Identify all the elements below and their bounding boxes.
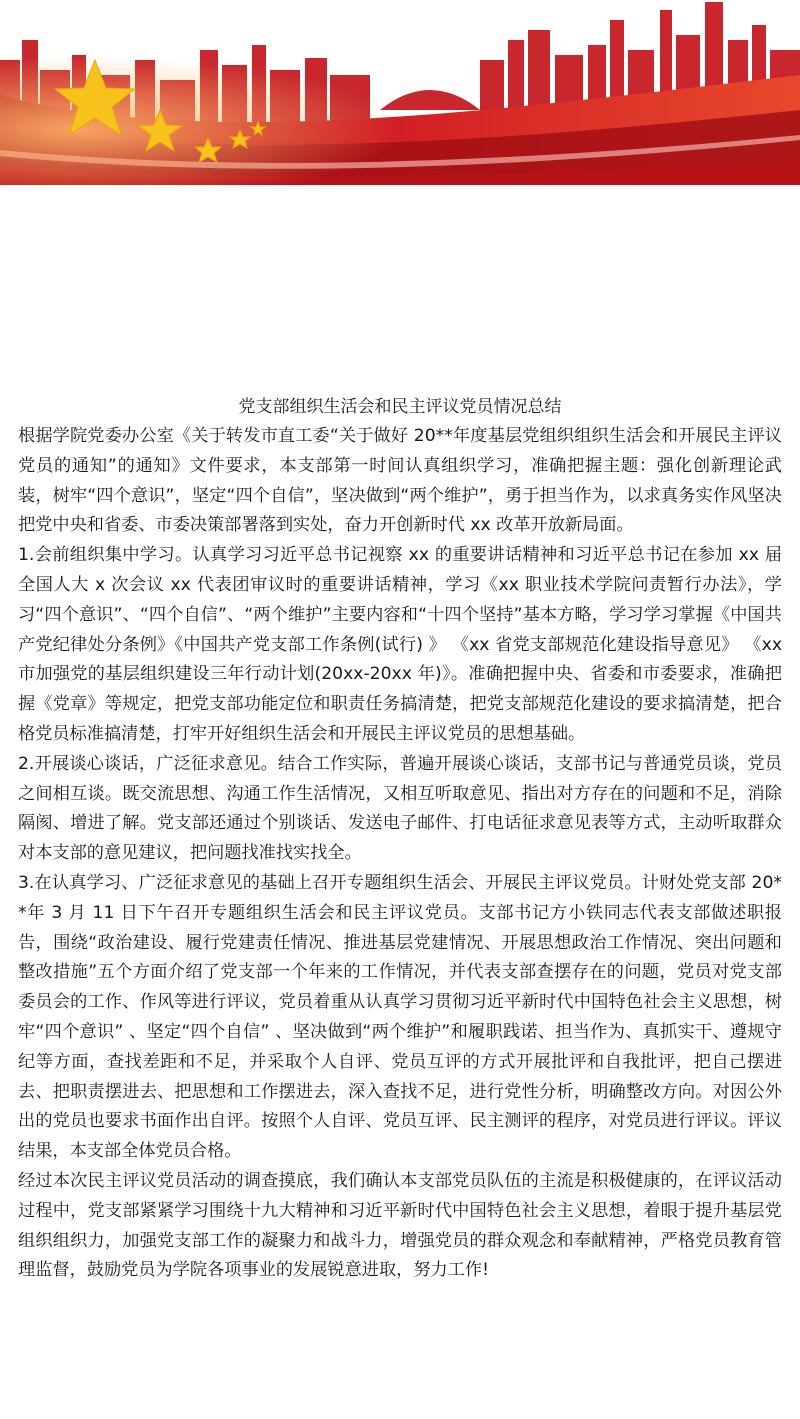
city-skyline-graphic bbox=[0, 0, 800, 185]
paragraph-meeting: 3.在认真学习、广泛征求意见的基础上召开专题组织生活会、开展民主评议党员。计财处党支部 20**年 3 月 11 日下午召开专题组织生活会和民主评议党员。支部书记方小铁同志代表支部做述职报告，围绕“政治建设、履行党建责任情况、推进基层党建情况、开展思想政治工作情况、突出问题和整改措施”五个方面介绍了党支部一个年来的工作情况，并代表支部查摆存在的问题，党员对党支部委员会的工作、作风等进行评议，党员着重从认真学习贯彻习近平新时代中国特色社会主义思想，树牢“四个意识” 、坚定“四个自信” 、坚决做到“两个维护”和履职践诺、担当作为、真抓实干、遵规守纪等方面，查找差距和不足，并采取个人自评、党员互评的方式开展批评和自我批评，把自己摆进去、把职责摆进去、把思想和工作摆进去，深入查找不足，进行党性分析，明确整改方向。对因公外出的党员也要求书面作出自评。按照个人自评、党员互评、民主测评的程序，对党员进行评议。评议结果，本支部全体党员合格。 bbox=[18, 872, 782, 1162]
document-title: 党支部组织生活会和民主评议党员情况总结 bbox=[238, 397, 562, 417]
paragraph-talks: 2.开展谈心谈话，广泛征求意见。结合工作实际，普遍开展谈心谈话，支部书记与普通党员谈，党员之间相互谈。既交流思想、沟通工作生活情况，又相互听取意见、指出对方存在的问题和不足，消除隔阂、增进了解。党支部还通过个别谈话、发送电子邮件、打电话征求意见表等方式，主动听取群众对本支部的意见建议，把问题找准找实找全。 bbox=[18, 753, 782, 864]
header-banner bbox=[0, 0, 800, 185]
paragraph-conclusion: 经过本次民主评议党员活动的调查摸底，我们确认本支部党员队伍的主流是积极健康的，在评议活动过程中，党支部紧紧学习围绕十九大精神和习近平新时代中国特色社会主义思想，着眼于提升基层党组织组织力，加强党支部工作的凝聚力和战斗力，增强党员的群众观念和奉献精神，严格党员教育管理监督，鼓励党员为学院各项事业的发展锐意进取，努力工作! bbox=[18, 1170, 782, 1281]
paragraph-study: 1.会前组织集中学习。认真学习习近平总书记视察 xx 的重要讲话精神和习近平总书记在参加 xx 届全国人大 x 次会议 xx 代表团审议时的重要讲话精神，学习《xx 职业技术学院问责暂行办法》，学习“四个意识”、“四个自信”、“两个维护”主要内容和“十四个坚持”基本方略，学习学习掌握《中国共产党纪律处分条例》《中国共产党支部工作条例(试行) 》 《xx 省党支部规范化建设指导意见》 《xx 市加强党的基层组织建设三年行动计划(20xx-20xx 年)》。准确把握中央、省委和市委要求，准确把握《党章》等规定，把党支部功能定位和职责任务搞清楚，把党支部规范化建设的要求搞清楚，把合格党员标准搞清楚，打牢开好组织生活会和开展民主评议党员的思想基础。 bbox=[18, 545, 782, 744]
paragraph-intro: 根据学院党委办公室《关于转发市直工委“关于做好 20**年度基层党组织组织生活会和开展民主评议党员的通知”的通知》文件要求，本支部第一时间认真组织学习，准确把握主题：强化创新理论武装，树牢“四个意识”，坚定“四个自信”，坚决做到“两个维护”，勇于担当作为，以求真务实作风坚决把党中央和省委、市委决策部署落到实处，奋力开创新时代 xx 改革开放新局面。 bbox=[18, 426, 782, 536]
document-body bbox=[18, 392, 782, 1286]
